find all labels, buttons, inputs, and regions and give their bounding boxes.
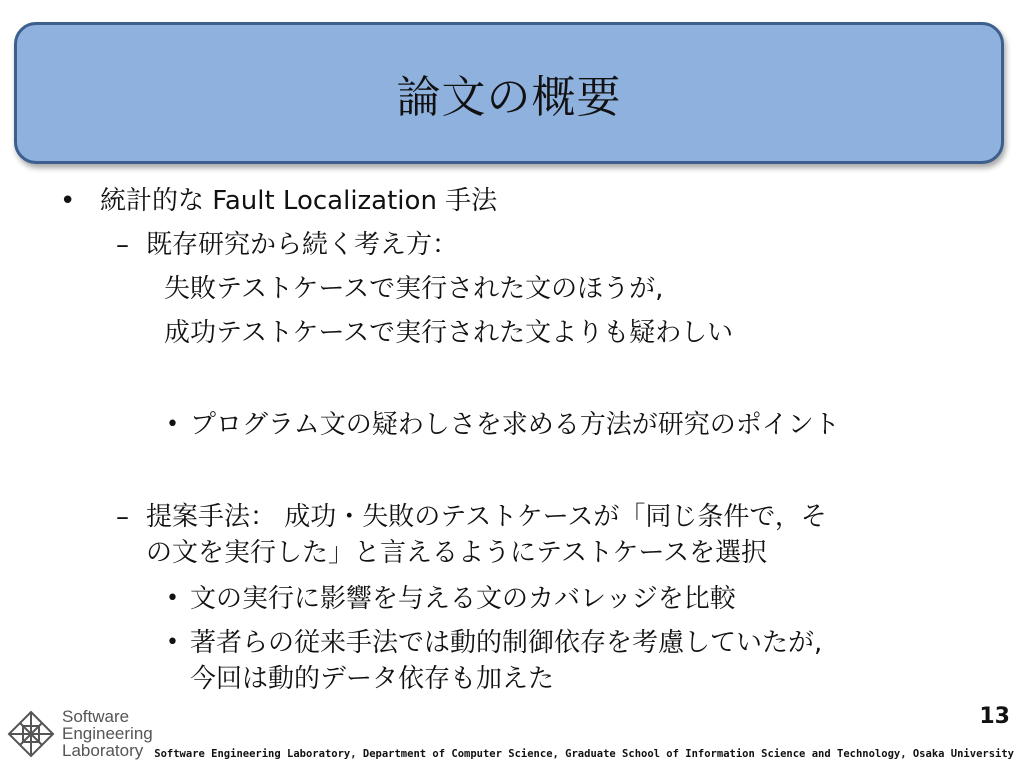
sub-bullet-text-2: 文の実行に影響を与える文のカバレッジを比較 — [190, 584, 736, 614]
page-number: 13 — [979, 704, 1010, 729]
sub-bullet-text-3: 著者らの従来手法では動的制御依存を考慮していたが, — [190, 628, 823, 658]
dash-marker: – — [116, 502, 129, 532]
bullet-text-1: 統計的な Fault Localization 手法 — [100, 186, 498, 216]
sub-bullet-text-3-cont: 今回は動的データ依存も加えた — [190, 664, 555, 694]
dash-text-2-cont: の文を実行した」と言えるようにテストケースを選択 — [146, 538, 768, 568]
bullet-marker: • — [60, 186, 76, 216]
dash-text-2: 提案手法： 成功・失敗のテストケースが「同じ条件で，そ — [146, 502, 827, 532]
dash-text-1: 既存研究から続く考え方： — [146, 230, 459, 260]
sub-bullet-marker: • — [166, 412, 179, 437]
lab-logo-icon — [6, 710, 56, 764]
dash-marker: – — [116, 230, 129, 260]
logo-line-2: Engineering — [62, 724, 153, 743]
footer-text: Software Engineering Laboratory, Department of Computer Science, Graduate School of Information Science and Technology, Osaka University — [154, 748, 1014, 760]
slide-title: 論文の概要 — [396, 72, 622, 123]
sub-bullet-marker: • — [166, 630, 179, 655]
sub-bullet-text-1: プログラム文の疑わしさを求める方法が研究のポイント — [190, 410, 840, 440]
sub-bullet-marker: • — [166, 586, 179, 611]
logo-line-1: Software — [62, 707, 130, 726]
lab-logo-text — [62, 708, 153, 759]
logo-line-3: Laboratory — [62, 741, 144, 760]
body-text-line: 失敗テストケースで実行された文のほうが, — [164, 274, 664, 304]
body-text-line: 成功テストケースで実行された文よりも疑わしい — [164, 318, 734, 348]
